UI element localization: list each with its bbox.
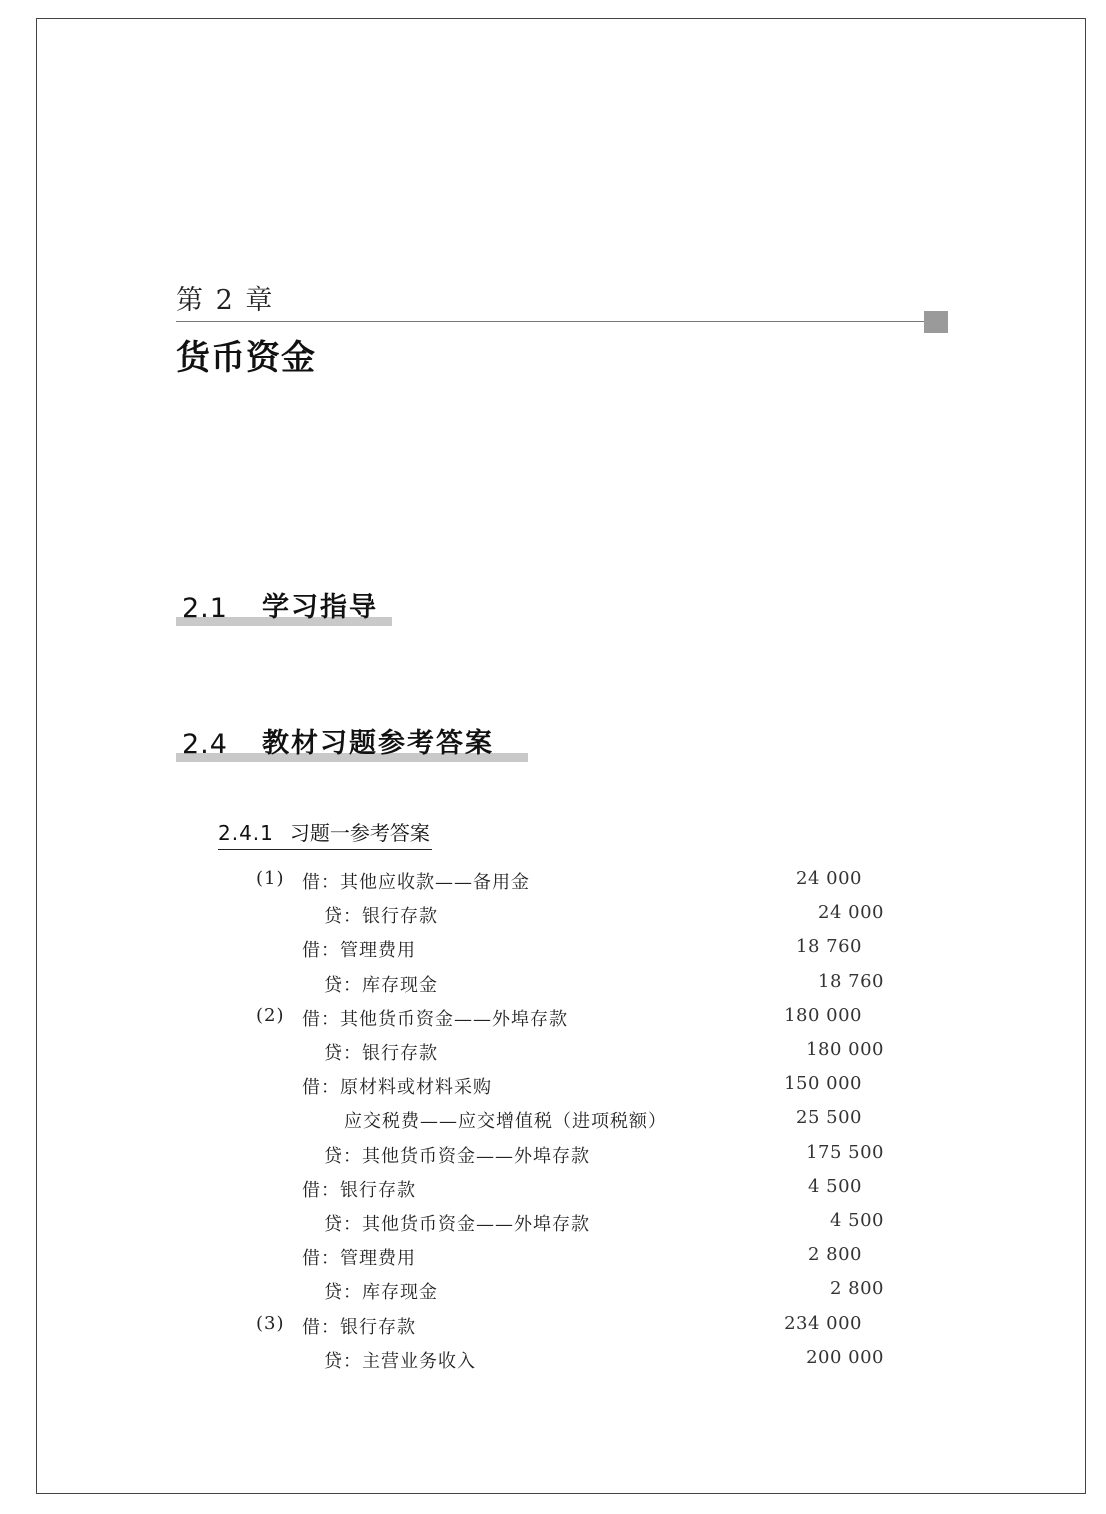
- journal-entry-row: [0, 1176, 1106, 1210]
- entry-account: 借：其他应收款——备用金: [302, 872, 530, 893]
- chapter-marker: [924, 311, 948, 333]
- journal-entry-row: [0, 902, 1106, 936]
- entry-amount: 2 800: [807, 1244, 862, 1266]
- entry-amount: 4 500: [807, 1175, 862, 1197]
- journal-entry-row: [0, 1073, 1106, 1107]
- section-number: 2.1: [182, 593, 228, 624]
- entry-amount: 180 000: [784, 1004, 862, 1026]
- section-title: 教材习题参考答案: [262, 728, 494, 759]
- journal-entry-row: [0, 1278, 1106, 1312]
- entry-amount: 18 760: [818, 970, 884, 992]
- chapter-rule: [176, 321, 924, 322]
- entry-account: 贷：其他货币资金——外埠存款: [324, 1145, 590, 1167]
- entry-number: (2): [256, 1004, 285, 1026]
- chapter-label: 第 2 章: [176, 285, 275, 316]
- journal-entry-row: [0, 1347, 1106, 1381]
- entry-account: 贷：银行存款: [324, 906, 438, 928]
- entry-account: 借：原材料或材料采购: [302, 1077, 492, 1099]
- entry-amount: 4 500: [829, 1210, 884, 1231]
- entry-amount: 24 000: [796, 868, 862, 889]
- subsection-number: 2.4.1: [218, 821, 274, 845]
- journal-entry-row: [0, 971, 1106, 1005]
- journal-entry-row: [0, 1210, 1106, 1244]
- section-title: 学习指导: [262, 592, 378, 623]
- subsection-heading: [218, 817, 432, 850]
- entry-amount: 175 500: [806, 1141, 884, 1163]
- entry-account: 借：其他货币资金——外埠存款: [302, 1008, 568, 1030]
- journal-entry-row: [0, 868, 1106, 902]
- entry-account: 贷：其他货币资金——外埠存款: [324, 1214, 590, 1235]
- entry-account: 应交税费——应交增值税（进项税额）: [344, 1111, 667, 1133]
- entry-number: (3): [256, 1312, 285, 1334]
- journal-entry-row: [0, 1244, 1106, 1278]
- entry-account: 借：银行存款: [302, 1316, 416, 1338]
- entry-amount: 180 000: [806, 1039, 884, 1060]
- journal-entry-row: [0, 1005, 1106, 1039]
- journal-entry-row: [0, 1039, 1106, 1073]
- entry-amount: 18 760: [796, 936, 862, 958]
- journal-entry-row: [0, 1313, 1106, 1347]
- subsection-title: 习题一参考答案: [289, 821, 430, 845]
- entry-amount: 234 000: [784, 1312, 862, 1334]
- entry-amount: 24 000: [818, 902, 884, 924]
- section-number: 2.4: [182, 729, 228, 760]
- journal-entry-row: [0, 936, 1106, 970]
- journal-entry-row: [0, 1142, 1106, 1176]
- section-heading-2-4: [176, 722, 528, 762]
- entry-amount: 25 500: [796, 1107, 862, 1129]
- entry-account: 借：银行存款: [302, 1179, 416, 1201]
- entry-amount: 200 000: [806, 1346, 884, 1368]
- entry-account: 借：管理费用: [302, 940, 416, 962]
- entry-number: (1): [256, 868, 285, 889]
- section-heading-2-1: [176, 586, 392, 626]
- journal-entry-row: [0, 1107, 1106, 1141]
- chapter-title: 货币资金: [176, 338, 316, 378]
- entry-account: 贷：银行存款: [324, 1043, 438, 1064]
- entry-amount: 2 800: [829, 1278, 884, 1300]
- entry-account: 贷：库存现金: [324, 974, 438, 996]
- entry-account: 借：管理费用: [302, 1248, 416, 1270]
- entry-account: 贷：主营业务收入: [324, 1350, 476, 1372]
- entry-amount: 150 000: [784, 1073, 862, 1095]
- entry-account: 贷：库存现金: [324, 1282, 438, 1304]
